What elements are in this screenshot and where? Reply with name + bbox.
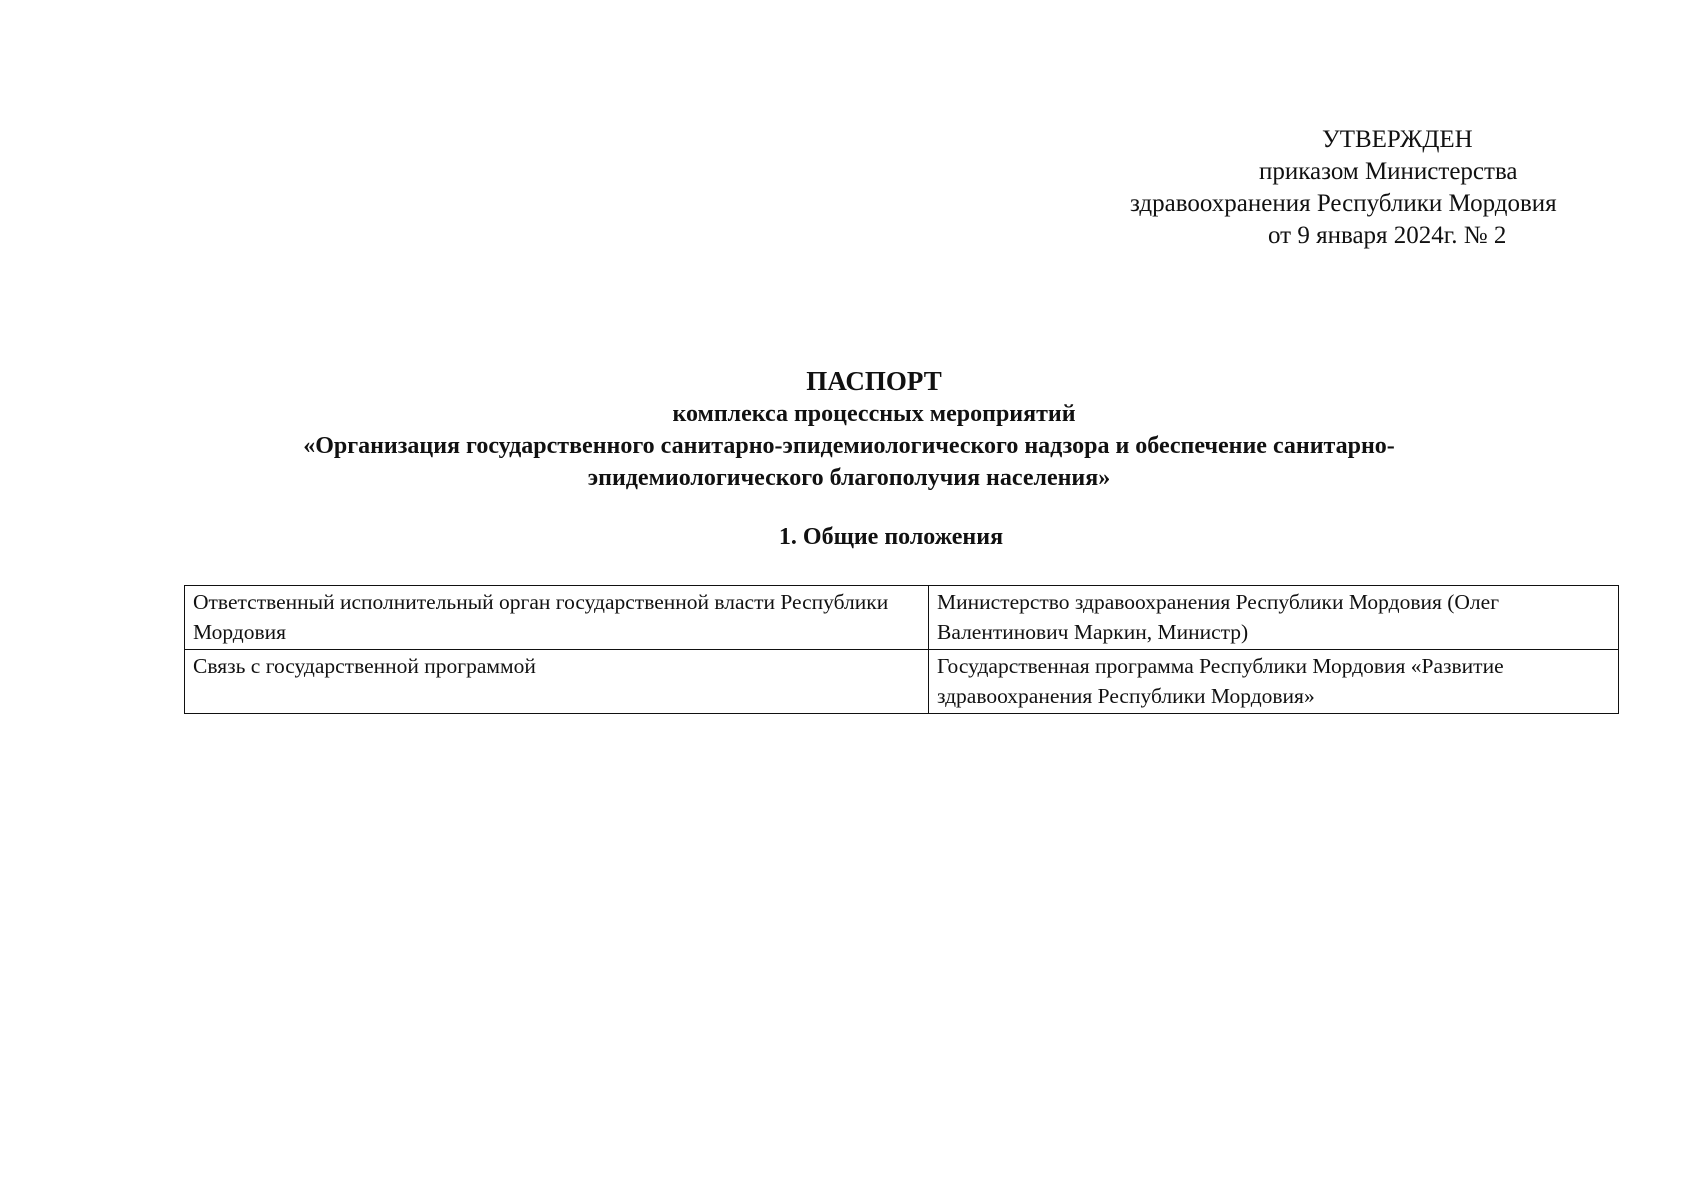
table-row xyxy=(185,586,1619,650)
section-heading: 1. Общие положения xyxy=(778,524,1004,550)
document-title-block xyxy=(0,364,1698,494)
approval-stamp xyxy=(1100,124,1660,252)
approval-ministry-line: здравоохранения Республики Мордовия xyxy=(1130,190,1557,217)
document-subtitle: комплекса процессных мероприятий xyxy=(672,401,1076,427)
table-cell-value: Министерство здравоохранения Республики Мордовия (Олег Валентинович Маркин, Министр) xyxy=(929,586,1619,650)
general-provisions-table xyxy=(184,585,1619,714)
table-cell-value: Государственная программа Республики Мордовия «Развитие здравоохранения Республики Мордовия» xyxy=(929,650,1619,714)
approval-title: УТВЕРЖДЕН xyxy=(1322,126,1473,153)
table-cell-label: Ответственный исполнительный орган государственной власти Республики Мордовия xyxy=(185,586,929,650)
approval-order-line: приказом Министерства xyxy=(1259,158,1518,185)
program-name-line-1: «Организация государственного санитарно-эпидемиологического надзора и обеспечение санитарно- xyxy=(303,433,1395,459)
document-title: ПАСПОРТ xyxy=(806,366,942,396)
table-row xyxy=(185,650,1619,714)
program-name-line-2: эпидемиологического благополучия населения» xyxy=(587,465,1111,491)
approval-date-line: от 9 января 2024г. № 2 xyxy=(1268,222,1507,249)
table-cell-label: Связь с государственной программой xyxy=(185,650,929,714)
